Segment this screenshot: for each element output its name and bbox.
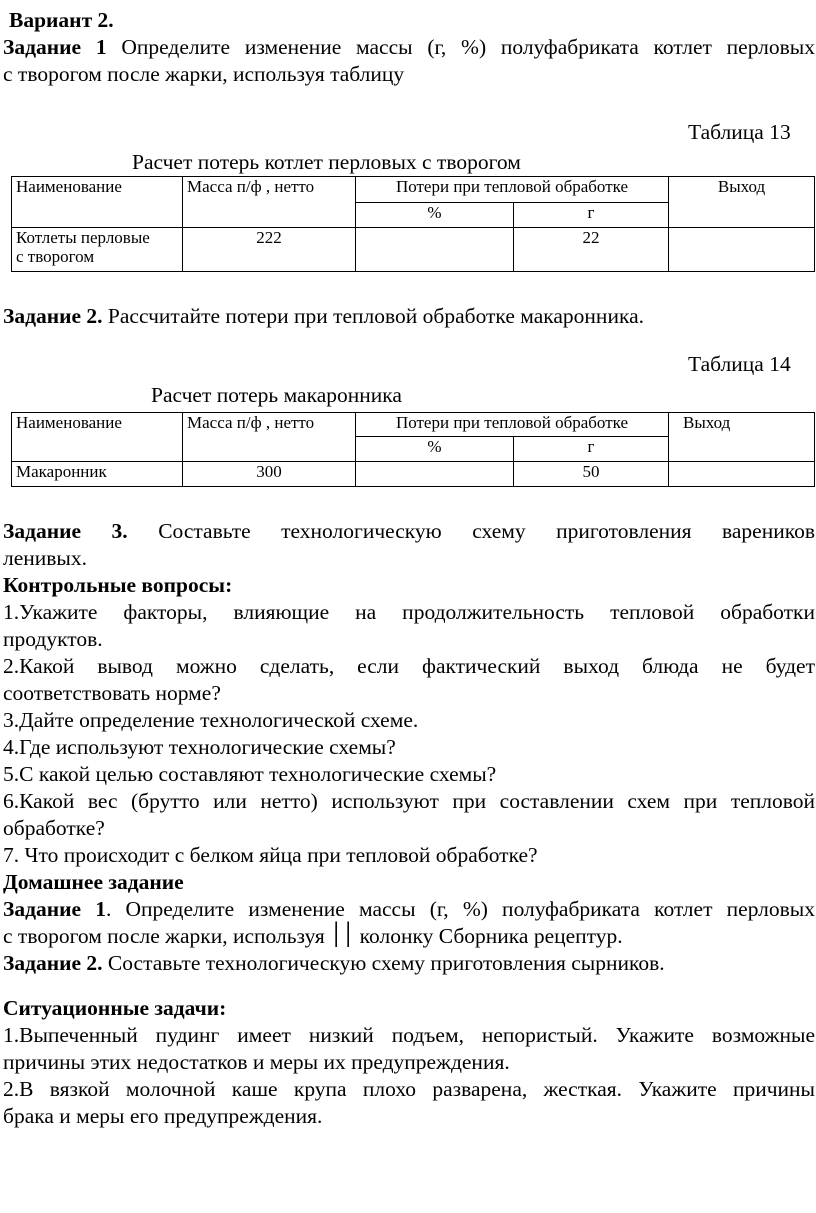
- situational-heading: Ситуационные задачи:: [3, 996, 227, 1020]
- control-q3: 3.Дайте определение технологической схеме.: [3, 708, 419, 732]
- situational-s1-line2: причины этих недостатков и меры их предупреждения.: [3, 1050, 510, 1074]
- control-q5: 5.С какой целью составляют технологические схемы?: [3, 762, 497, 786]
- control-q1-line1: 1.Укажите факторы, влияющие на продолжительность тепловой обработки: [3, 600, 815, 624]
- homework-heading: Домашнее задание: [3, 870, 184, 894]
- task1-line1: [3, 34, 815, 61]
- table13: [11, 176, 815, 272]
- table14-header-grams: г: [514, 437, 669, 462]
- control-q1-line2: продуктов.: [3, 627, 103, 651]
- homework-task1-text-line1: . Определите изменение массы (г, %) полуфабриката котлет перловых: [105, 897, 815, 921]
- homework-task2-text: Составьте технологическую схему приготовления сырников.: [102, 951, 665, 975]
- situational-s1-line1: 1.Выпеченный пудинг имеет низкий подъем, непористый. Укажите возможные: [3, 1023, 815, 1047]
- homework-task2-line: [3, 950, 815, 977]
- task3-text-line1: Составьте технологическую схему приготовления вареников: [127, 519, 815, 543]
- table14-row-grams: 50: [514, 462, 669, 487]
- table14-caption: Расчет потерь макаронника: [151, 383, 402, 407]
- table13-row-mass: 222: [183, 228, 356, 272]
- table13-header-mass: Масса п/ф , нетто: [183, 177, 356, 228]
- table14-row-output: [669, 462, 815, 487]
- table13-row-grams: 22: [514, 228, 669, 272]
- task1-text-line2: с творогом после жарки, используя таблицу: [3, 62, 405, 86]
- table14-row-percent: [356, 462, 514, 487]
- table14-row-mass: 300: [183, 462, 356, 487]
- table14-header-losses: Потери при тепловой обработке: [356, 413, 669, 437]
- task2-text: Рассчитайте потери при тепловой обработке макаронника.: [102, 304, 644, 328]
- homework-task1-line1: [3, 896, 815, 923]
- homework-task2-label: Задание 2.: [3, 951, 103, 975]
- homework-task1-line2: с творогом после жарки, используя ׀׀ колонку Сборника рецептур.: [3, 924, 623, 948]
- task2-line: [3, 303, 815, 330]
- table14-row-name: Макаронник: [12, 462, 183, 487]
- control-heading: Контрольные вопросы:: [3, 573, 233, 597]
- variant-title: Вариант 2.: [9, 8, 114, 32]
- task3-line1: [3, 518, 815, 545]
- situational-s2-line2: брака и меры его предупреждения.: [3, 1104, 323, 1128]
- control-q6-line1: 6.Какой вес (брутто или нетто) используют при составлении схем при тепловой: [3, 789, 815, 813]
- task1-text-line1: Определите изменение массы (г, %) полуфабриката котлет перловых: [106, 35, 815, 59]
- homework-task1-label: Задание 1: [3, 897, 106, 921]
- table13-row-name-line2: с творогом: [16, 247, 95, 266]
- table14-header-output: Выход: [669, 413, 815, 462]
- table13-row-percent: [356, 228, 514, 272]
- control-q2-line2: соответствовать норме?: [3, 681, 221, 705]
- table14: [11, 412, 815, 487]
- table13-caption: Расчет потерь котлет перловых с творогом: [132, 150, 521, 174]
- table13-header-name: Наименование: [12, 177, 183, 228]
- table14-header-mass: Масса п/ф , нетто: [183, 413, 356, 462]
- task3-text-line2: ленивых.: [3, 546, 88, 570]
- table13-row-name-line1: Котлеты перловые: [16, 228, 150, 247]
- table13-row-name: [12, 228, 183, 272]
- control-q4: 4.Где используют технологические схемы?: [3, 735, 396, 759]
- task3-label: Задание 3.: [3, 519, 128, 543]
- table13-header-output: Выход: [669, 177, 815, 228]
- task2-label: Задание 2.: [3, 304, 103, 328]
- table13-row-output: [669, 228, 815, 272]
- table13-header-percent: %: [356, 203, 514, 228]
- task1-label: Задание 1: [3, 35, 107, 59]
- control-q6-line2: обработке?: [3, 816, 105, 840]
- table13-header-grams: г: [514, 203, 669, 228]
- table14-number: Таблица 14: [688, 352, 791, 376]
- table14-header-percent: %: [356, 437, 514, 462]
- control-q7: 7. Что происходит с белком яйца при тепловой обработке?: [3, 843, 538, 867]
- table14-header-name: Наименование: [12, 413, 183, 462]
- control-q2-line1: 2.Какой вывод можно сделать, если фактический выход блюда не будет: [3, 654, 815, 678]
- table13-number: Таблица 13: [688, 120, 791, 144]
- situational-s2-line1: 2.В вязкой молочной каше крупа плохо разварена, жесткая. Укажите причины: [3, 1077, 815, 1101]
- table13-header-losses: Потери при тепловой обработке: [356, 177, 669, 203]
